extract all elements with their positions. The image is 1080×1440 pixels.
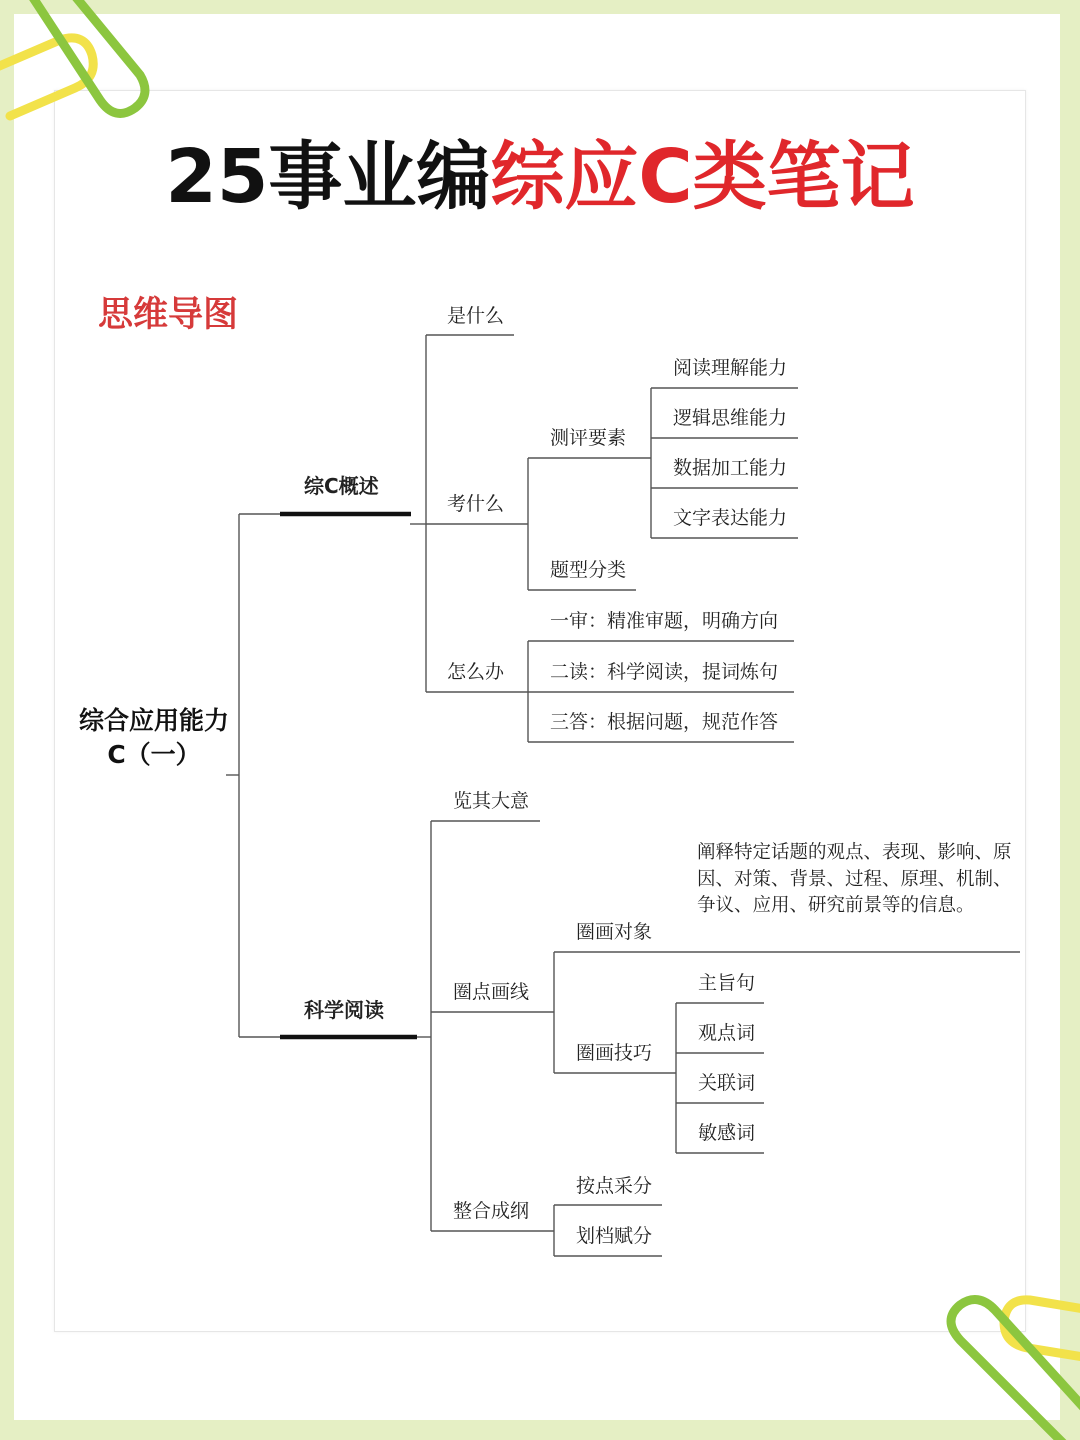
node-step-3: 三答：根据问题，规范作答	[550, 711, 779, 733]
node-step-2: 二读：科学阅读，提词炼句	[550, 661, 779, 683]
node-criteria: 测评要素	[550, 427, 627, 449]
node-skill-thesis: 主旨句	[698, 972, 756, 994]
node-what: 是什么	[447, 305, 505, 327]
root-line-1: 综合应用能力	[78, 706, 229, 735]
node-step-1: 一审：精准审题，明确方向	[550, 610, 779, 632]
node-ability-logic: 逻辑思维能力	[673, 407, 788, 429]
node-circle-skill: 圈画技巧	[576, 1042, 653, 1064]
section-label: 思维导图	[98, 295, 239, 335]
root-line-2: C（一）	[107, 740, 201, 769]
node-target-description: 阐释特定话题的观点、表现、影响、原因、对策、背景、过程、原理、机制、争议、应用、研究前景等的信息。	[697, 842, 1012, 916]
node-circle-target: 圈画对象	[576, 921, 653, 943]
node-ability-reading: 阅读理解能力	[673, 357, 788, 379]
node-how: 怎么办	[447, 661, 505, 683]
node-skim: 览其大意	[453, 790, 530, 812]
title-black-part: 25事业编	[165, 134, 491, 220]
mindmap-root	[66, 704, 242, 772]
node-skill-viewpoint: 观点词	[698, 1022, 756, 1044]
node-ability-data: 数据加工能力	[673, 457, 788, 479]
node-ability-writing: 文字表达能力	[673, 507, 788, 529]
node-skill-conjunction: 关联词	[698, 1072, 756, 1094]
node-score-points: 按点采分	[576, 1175, 653, 1197]
node-score-levels: 划档赋分	[576, 1225, 653, 1247]
branch-overview: 综C概述	[304, 474, 379, 498]
node-skill-sensitive: 敏感词	[698, 1122, 756, 1144]
node-test-what: 考什么	[447, 493, 505, 515]
title-red-part: 综应C类笔记	[490, 134, 915, 220]
node-circle: 圈点画线	[453, 981, 530, 1003]
branch-reading: 科学阅读	[304, 998, 384, 1022]
node-question-types: 题型分类	[550, 559, 627, 581]
node-integrate: 整合成纲	[453, 1200, 530, 1222]
